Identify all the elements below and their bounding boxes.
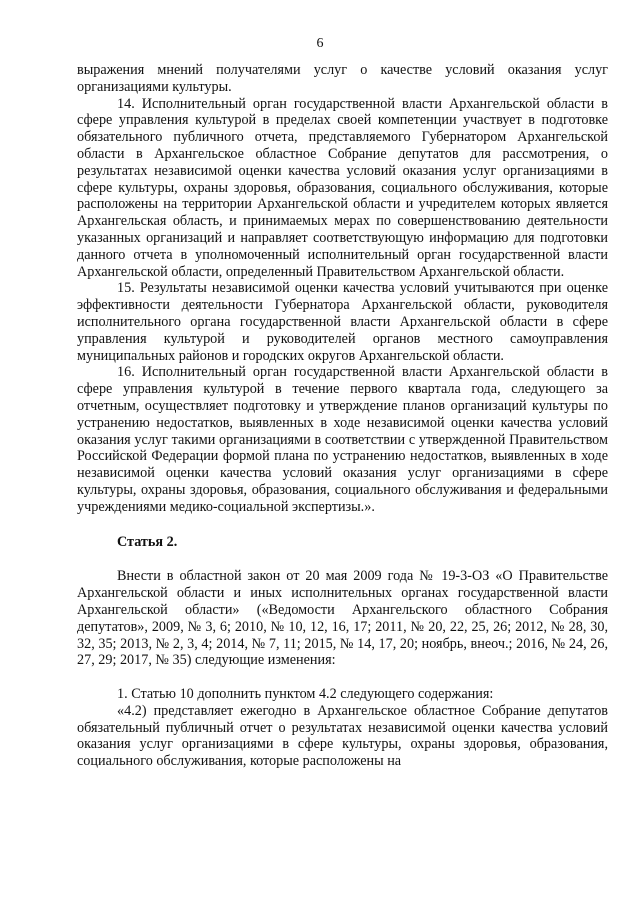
paragraph-amendment-1: 1. Статью 10 дополнить пунктом 4.2 следующего содержания: bbox=[117, 686, 494, 703]
paragraph-item-16: 16. Исполнительный орган государственной власти Архангельской области в сфере управления культурой в течение первого квартала года, следующего за отчетным, осуществляет подготовку и утверждение планов организаций культуры по устранению недостатков, выявленных в ходе независимой оценки качества условий оказания услуг такими организациями в соответствии с утвержденной Правительством Российской Федерации формой плана по устранению недостатков, выявленных в ходе независимой оценки качества условий оказания услуг организациями в сфере культуры, охраны здоровья, образования, социального обслуживания и федеральными учреждениями медико-социальной экспертизы.». bbox=[77, 364, 608, 515]
paragraph-item-15: 15. Результаты независимой оценки качества условий учитываются при оценке эффективности деятельности Губернатора Архангельской области, руководителя исполнительного органа государственной власти Архангельской области в сфере управления культурой и руководителей органов местного самоуправления муниципальных районов и городских округов Архангельской области. bbox=[77, 280, 608, 364]
paragraph-amendment-intro: Внести в областной закон от 20 мая 2009 года № 19-3-ОЗ «О Правительстве Архангельской области и иных исполнительных органах государственной власти Архангельской области» («Ведомости Архангельского областного Собрания депутатов», 2009, № 3, 6; 2010, № 10, 12, 16, 17; 2011, № 20, 22, 25, 26; 2012, № 28, 30, 32, 35; 2013, № 2, 3, 4; 2014, № 7, 11; 2015, № 14, 17, 20; ноябрь, внеоч.; 2016, № 24, 26, 27, 29; 2017, № 35) следующие изменения: bbox=[77, 568, 608, 669]
paragraph-item-4-2: «4.2) представляет ежегодно в Архангельское областное Собрание депутатов обязательный публичный отчет о результатах независимой оценки качества условий оказания услуг организациями в сфере культуры, охраны здоровья, образования, социального обслуживания, которые расположены на bbox=[77, 702, 608, 770]
article-heading: Статья 2. bbox=[117, 533, 178, 550]
page-number: 6 bbox=[316, 36, 324, 51]
paragraph-continuation: выражения мнений получателями услуг о качестве условий оказания услуг организациями культуры. bbox=[77, 62, 608, 95]
paragraph-item-14: 14. Исполнительный орган государственной власти Архангельской области в сфере управления культурой в пределах своей компетенции участвует в подготовке обязательного публичного отчета, представляемого Губернатором Архангельской области в Архангельское областное Собрание депутатов для рассмотрения, о результатах независимой оценки качества условий оказания услуг организациями в сфере культуры, охраны здоровья, образования, социального обслуживания, которые расположены на территории Архангельской области и учредителем которых является Архангельская область, и принимаемых мерах по совершенствованию деятельности указанных организаций и направляет соответствующую информацию для подготовки данного отчета в уполномоченный исполнительный орган государственной власти Архангельской области, определенный Правительством Архангельской области. bbox=[77, 95, 608, 280]
document-body bbox=[77, 62, 608, 770]
